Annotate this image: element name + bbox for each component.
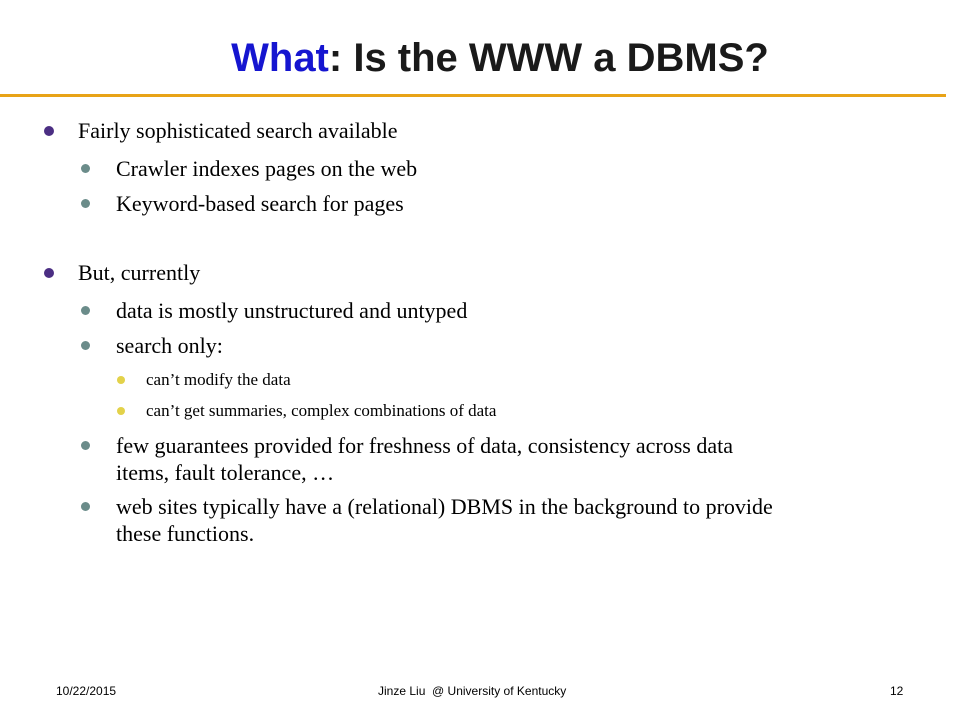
bullet-text-continuation: items, fault tolerance, … (116, 460, 335, 485)
bullet-text-continuation: these functions. (116, 521, 255, 546)
bullet-marker-level2 (81, 199, 90, 208)
bullet-marker-level3 (117, 407, 125, 415)
bullet-text: web sites typically have a (relational) DBMS in the background to provide (116, 494, 773, 519)
slide-title (0, 34, 960, 82)
bullet-text: can’t modify the data (146, 370, 291, 389)
bullet-text: few guarantees provided for freshness of data, consistency across data (116, 433, 733, 458)
footer-date: 10/22/2015 (56, 684, 117, 698)
title-rule (0, 94, 946, 97)
bullet-text: Crawler indexes pages on the web (116, 156, 418, 181)
slide-title-rest: : Is the WWW a DBMS? (328, 36, 769, 80)
bullet-text: data is mostly unstructured and untyped (116, 298, 468, 323)
footer-page-number: 12 (890, 684, 904, 698)
slide-title-accent: What (231, 36, 329, 80)
footer-author: Jinze Liu @ University of Kentucky (378, 684, 567, 698)
bullet-marker-level3 (117, 376, 125, 384)
bullet-text: search only: (116, 333, 223, 358)
bullet-text: can’t get summaries, complex combinations of data (146, 401, 497, 420)
bullet-marker-level2 (81, 341, 90, 350)
bullet-marker-level2 (81, 441, 90, 450)
bullet-text: Fairly sophisticated search available (78, 118, 398, 143)
bullet-marker-level2 (81, 164, 90, 173)
bullet-marker-level1 (44, 268, 54, 278)
bullet-marker-level1 (44, 126, 54, 136)
bullet-marker-level2 (81, 502, 90, 511)
bullet-text: Keyword-based search for pages (116, 191, 404, 216)
bullet-text: But, currently (78, 260, 201, 285)
bullet-marker-level2 (81, 306, 90, 315)
